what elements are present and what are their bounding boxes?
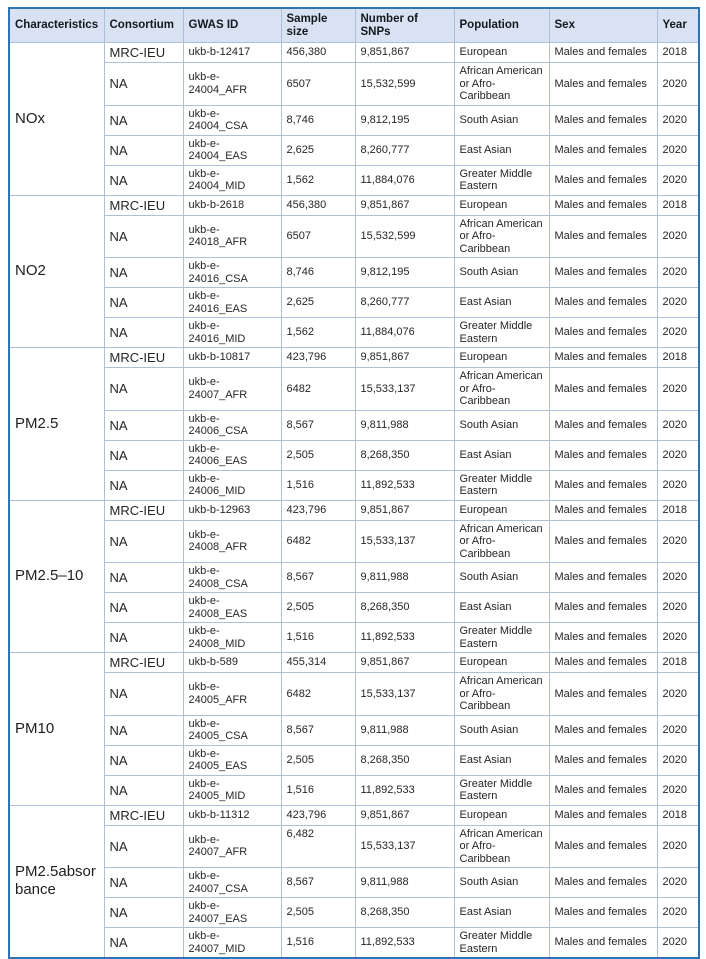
cell-year: 2020 xyxy=(657,165,699,195)
cell-year: 2020 xyxy=(657,135,699,165)
cell-consortium: NA xyxy=(104,673,183,716)
column-header-sex: Sex xyxy=(549,8,657,43)
cell-year: 2020 xyxy=(657,105,699,135)
column-header-consortium: Consortium xyxy=(104,8,183,43)
cell-population: European xyxy=(454,348,549,368)
cell-year: 2020 xyxy=(657,898,699,928)
cell-population: South Asian xyxy=(454,563,549,593)
table-row xyxy=(9,63,699,106)
cell-consortium: NA xyxy=(104,368,183,411)
cell-population: South Asian xyxy=(454,868,549,898)
cell-year: 2020 xyxy=(657,563,699,593)
cell-num-snps: 11,892,533 xyxy=(355,775,454,805)
cell-num-snps: 15,533,137 xyxy=(355,368,454,411)
cell-sample-size: 2,505 xyxy=(281,745,355,775)
cell-year: 2020 xyxy=(657,258,699,288)
table-row xyxy=(9,470,699,500)
cell-sex: Males and females xyxy=(549,825,657,868)
cell-population: East Asian xyxy=(454,288,549,318)
cell-sex: Males and females xyxy=(549,135,657,165)
cell-year: 2020 xyxy=(657,745,699,775)
cell-population: African American or Afro-Caribbean xyxy=(454,825,549,868)
cell-year: 2020 xyxy=(657,318,699,348)
table-row xyxy=(9,105,699,135)
cell-sex: Males and females xyxy=(549,868,657,898)
cell-year: 2018 xyxy=(657,805,699,825)
table-row xyxy=(9,623,699,653)
cell-num-snps: 11,884,076 xyxy=(355,165,454,195)
cell-num-snps: 8,260,777 xyxy=(355,135,454,165)
cell-sample-size: 6482 xyxy=(281,520,355,563)
cell-num-snps: 9,851,867 xyxy=(355,43,454,63)
cell-sample-size: 8,567 xyxy=(281,868,355,898)
cell-gwas-id: ukb-b-2618 xyxy=(183,195,281,215)
column-header-sample-size: Sample size xyxy=(281,8,355,43)
cell-year: 2020 xyxy=(657,868,699,898)
cell-consortium: MRC-IEU xyxy=(104,653,183,673)
cell-sample-size: 423,796 xyxy=(281,805,355,825)
cell-num-snps: 8,268,350 xyxy=(355,440,454,470)
column-header-characteristics: Characteristics xyxy=(9,8,104,43)
column-header-number-of-snps: Number of SNPs xyxy=(355,8,454,43)
cell-year: 2020 xyxy=(657,470,699,500)
cell-gwas-id: ukb-e-24007_EAS xyxy=(183,898,281,928)
cell-consortium: NA xyxy=(104,135,183,165)
cell-population: European xyxy=(454,500,549,520)
characteristic-cell: PM10 xyxy=(9,653,104,806)
cell-year: 2020 xyxy=(657,715,699,745)
table-row xyxy=(9,563,699,593)
cell-gwas-id: ukb-e-24006_EAS xyxy=(183,440,281,470)
cell-consortium: NA xyxy=(104,520,183,563)
table-row xyxy=(9,43,699,63)
cell-population: European xyxy=(454,653,549,673)
cell-sex: Males and females xyxy=(549,653,657,673)
table-row xyxy=(9,135,699,165)
cell-sample-size: 6507 xyxy=(281,63,355,106)
cell-sample-size: 1,516 xyxy=(281,470,355,500)
cell-sex: Males and females xyxy=(549,928,657,959)
cell-sample-size: 8,567 xyxy=(281,410,355,440)
cell-gwas-id: ukb-e-24016_MID xyxy=(183,318,281,348)
cell-sex: Males and females xyxy=(549,288,657,318)
header-row xyxy=(9,8,699,43)
cell-num-snps: 8,268,350 xyxy=(355,593,454,623)
cell-gwas-id: ukb-e-24007_AFR xyxy=(183,825,281,868)
cell-consortium: NA xyxy=(104,623,183,653)
cell-year: 2018 xyxy=(657,195,699,215)
cell-population: Greater Middle Eastern xyxy=(454,623,549,653)
cell-gwas-id: ukb-e-24006_MID xyxy=(183,470,281,500)
table-row xyxy=(9,745,699,775)
cell-num-snps: 15,533,137 xyxy=(355,673,454,716)
table-row xyxy=(9,775,699,805)
cell-year: 2020 xyxy=(657,673,699,716)
cell-gwas-id: ukb-e-24016_CSA xyxy=(183,258,281,288)
table-row xyxy=(9,673,699,716)
cell-consortium: MRC-IEU xyxy=(104,195,183,215)
cell-sample-size: 1,562 xyxy=(281,165,355,195)
table-row xyxy=(9,348,699,368)
cell-year: 2020 xyxy=(657,825,699,868)
cell-population: African American or Afro-Caribbean xyxy=(454,215,549,258)
cell-sex: Males and females xyxy=(549,623,657,653)
cell-sample-size: 423,796 xyxy=(281,500,355,520)
characteristic-cell: NO2 xyxy=(9,195,104,348)
cell-sex: Males and females xyxy=(549,500,657,520)
cell-sample-size: 456,380 xyxy=(281,195,355,215)
cell-num-snps: 15,532,599 xyxy=(355,215,454,258)
cell-num-snps: 15,533,137 xyxy=(355,520,454,563)
cell-sample-size: 2,505 xyxy=(281,440,355,470)
cell-gwas-id: ukb-b-10817 xyxy=(183,348,281,368)
table-row xyxy=(9,500,699,520)
cell-year: 2020 xyxy=(657,368,699,411)
cell-gwas-id: ukb-b-12417 xyxy=(183,43,281,63)
characteristic-cell: NOx xyxy=(9,43,104,196)
table-row xyxy=(9,368,699,411)
cell-num-snps: 9,812,195 xyxy=(355,105,454,135)
cell-population: Greater Middle Eastern xyxy=(454,470,549,500)
cell-consortium: NA xyxy=(104,470,183,500)
cell-num-snps: 9,811,988 xyxy=(355,410,454,440)
cell-consortium: NA xyxy=(104,563,183,593)
cell-year: 2020 xyxy=(657,410,699,440)
cell-consortium: MRC-IEU xyxy=(104,348,183,368)
cell-sex: Males and females xyxy=(549,258,657,288)
cell-sample-size: 6482 xyxy=(281,673,355,716)
cell-year: 2020 xyxy=(657,63,699,106)
cell-gwas-id: ukb-e-24005_EAS xyxy=(183,745,281,775)
cell-sex: Males and females xyxy=(549,410,657,440)
cell-sex: Males and females xyxy=(549,673,657,716)
cell-num-snps: 11,884,076 xyxy=(355,318,454,348)
table-row xyxy=(9,288,699,318)
cell-sample-size: 1,516 xyxy=(281,775,355,805)
cell-year: 2020 xyxy=(657,593,699,623)
cell-population: East Asian xyxy=(454,135,549,165)
cell-population: East Asian xyxy=(454,593,549,623)
cell-sex: Males and females xyxy=(549,593,657,623)
table-row xyxy=(9,805,699,825)
cell-sample-size: 6,482 xyxy=(281,825,355,868)
cell-year: 2020 xyxy=(657,288,699,318)
cell-year: 2020 xyxy=(657,623,699,653)
cell-gwas-id: ukb-e-24008_AFR xyxy=(183,520,281,563)
cell-sex: Males and females xyxy=(549,805,657,825)
cell-gwas-id: ukb-e-24007_MID xyxy=(183,928,281,959)
table-header xyxy=(9,8,699,43)
cell-consortium: NA xyxy=(104,63,183,106)
column-header-gwas-id: GWAS ID xyxy=(183,8,281,43)
cell-num-snps: 9,851,867 xyxy=(355,348,454,368)
cell-num-snps: 9,811,988 xyxy=(355,868,454,898)
table-row xyxy=(9,258,699,288)
cell-sample-size: 8,567 xyxy=(281,715,355,745)
cell-num-snps: 8,260,777 xyxy=(355,288,454,318)
cell-consortium: NA xyxy=(104,928,183,959)
cell-consortium: NA xyxy=(104,825,183,868)
cell-sex: Males and females xyxy=(549,898,657,928)
cell-year: 2018 xyxy=(657,43,699,63)
cell-num-snps: 9,851,867 xyxy=(355,805,454,825)
table-row xyxy=(9,520,699,563)
cell-gwas-id: ukb-e-24005_AFR xyxy=(183,673,281,716)
cell-num-snps: 9,811,988 xyxy=(355,563,454,593)
cell-sample-size: 8,567 xyxy=(281,563,355,593)
cell-sex: Males and females xyxy=(549,440,657,470)
cell-consortium: NA xyxy=(104,215,183,258)
table-body xyxy=(9,43,699,959)
cell-year: 2020 xyxy=(657,775,699,805)
cell-population: European xyxy=(454,43,549,63)
cell-consortium: NA xyxy=(104,593,183,623)
characteristic-cell: PM2.5absorbance xyxy=(9,805,104,958)
cell-sex: Males and females xyxy=(549,563,657,593)
cell-sample-size: 8,746 xyxy=(281,258,355,288)
cell-sex: Males and females xyxy=(549,348,657,368)
cell-gwas-id: ukb-e-24018_AFR xyxy=(183,215,281,258)
cell-sample-size: 1,516 xyxy=(281,623,355,653)
cell-sample-size: 2,505 xyxy=(281,898,355,928)
cell-sex: Males and females xyxy=(549,775,657,805)
cell-sample-size: 1,562 xyxy=(281,318,355,348)
cell-gwas-id: ukb-e-24008_CSA xyxy=(183,563,281,593)
cell-sample-size: 2,625 xyxy=(281,135,355,165)
cell-num-snps: 15,533,137 xyxy=(355,825,454,868)
cell-gwas-id: ukb-e-24004_MID xyxy=(183,165,281,195)
cell-population: Greater Middle Eastern xyxy=(454,928,549,959)
cell-consortium: NA xyxy=(104,715,183,745)
table-row xyxy=(9,215,699,258)
cell-consortium: NA xyxy=(104,318,183,348)
cell-year: 2020 xyxy=(657,520,699,563)
cell-year: 2020 xyxy=(657,215,699,258)
cell-num-snps: 11,892,533 xyxy=(355,470,454,500)
cell-num-snps: 9,851,867 xyxy=(355,500,454,520)
cell-gwas-id: ukb-e-24016_EAS xyxy=(183,288,281,318)
cell-population: Greater Middle Eastern xyxy=(454,775,549,805)
table-row xyxy=(9,868,699,898)
cell-num-snps: 8,268,350 xyxy=(355,745,454,775)
table-row xyxy=(9,165,699,195)
cell-population: European xyxy=(454,805,549,825)
cell-gwas-id: ukb-e-24005_CSA xyxy=(183,715,281,745)
cell-sample-size: 6482 xyxy=(281,368,355,411)
table-row xyxy=(9,825,699,868)
cell-gwas-id: ukb-e-24008_MID xyxy=(183,623,281,653)
cell-sample-size: 455,314 xyxy=(281,653,355,673)
cell-year: 2020 xyxy=(657,440,699,470)
cell-sex: Males and females xyxy=(549,105,657,135)
cell-population: South Asian xyxy=(454,105,549,135)
cell-sex: Males and females xyxy=(549,470,657,500)
cell-gwas-id: ukb-e-24004_CSA xyxy=(183,105,281,135)
cell-gwas-id: ukb-e-24007_AFR xyxy=(183,368,281,411)
cell-gwas-id: ukb-e-24004_AFR xyxy=(183,63,281,106)
cell-sample-size: 2,625 xyxy=(281,288,355,318)
cell-gwas-id: ukb-b-12963 xyxy=(183,500,281,520)
table-row xyxy=(9,653,699,673)
cell-sex: Males and females xyxy=(549,195,657,215)
cell-gwas-id: ukb-b-11312 xyxy=(183,805,281,825)
cell-gwas-id: ukb-e-24004_EAS xyxy=(183,135,281,165)
cell-sex: Males and females xyxy=(549,520,657,563)
cell-consortium: MRC-IEU xyxy=(104,43,183,63)
cell-sex: Males and females xyxy=(549,165,657,195)
cell-population: European xyxy=(454,195,549,215)
cell-sex: Males and females xyxy=(549,745,657,775)
cell-consortium: MRC-IEU xyxy=(104,500,183,520)
cell-population: East Asian xyxy=(454,898,549,928)
cell-num-snps: 9,811,988 xyxy=(355,715,454,745)
cell-num-snps: 9,851,867 xyxy=(355,195,454,215)
characteristic-cell: PM2.5–10 xyxy=(9,500,104,653)
table-row xyxy=(9,318,699,348)
cell-num-snps: 15,532,599 xyxy=(355,63,454,106)
cell-consortium: NA xyxy=(104,165,183,195)
cell-consortium: NA xyxy=(104,868,183,898)
cell-consortium: NA xyxy=(104,258,183,288)
table-row xyxy=(9,410,699,440)
table-row xyxy=(9,898,699,928)
cell-gwas-id: ukb-e-24007_CSA xyxy=(183,868,281,898)
cell-sex: Males and females xyxy=(549,368,657,411)
cell-population: South Asian xyxy=(454,258,549,288)
cell-num-snps: 11,892,533 xyxy=(355,928,454,959)
cell-num-snps: 8,268,350 xyxy=(355,898,454,928)
cell-population: South Asian xyxy=(454,715,549,745)
cell-population: African American or Afro-Caribbean xyxy=(454,520,549,563)
cell-population: African American or Afro-Caribbean xyxy=(454,368,549,411)
cell-year: 2018 xyxy=(657,653,699,673)
cell-num-snps: 11,892,533 xyxy=(355,623,454,653)
cell-sample-size: 6507 xyxy=(281,215,355,258)
cell-num-snps: 9,851,867 xyxy=(355,653,454,673)
cell-consortium: NA xyxy=(104,775,183,805)
gwas-characteristics-table xyxy=(8,7,700,959)
cell-sex: Males and females xyxy=(549,318,657,348)
cell-population: South Asian xyxy=(454,410,549,440)
cell-gwas-id: ukb-b-589 xyxy=(183,653,281,673)
table-row xyxy=(9,440,699,470)
table-row xyxy=(9,715,699,745)
cell-sample-size: 8,746 xyxy=(281,105,355,135)
characteristic-cell: PM2.5 xyxy=(9,348,104,501)
cell-consortium: NA xyxy=(104,288,183,318)
column-header-year: Year xyxy=(657,8,699,43)
table-row xyxy=(9,928,699,959)
cell-gwas-id: ukb-e-24008_EAS xyxy=(183,593,281,623)
cell-gwas-id: ukb-e-24005_MID xyxy=(183,775,281,805)
cell-population: African American or Afro-Caribbean xyxy=(454,63,549,106)
cell-sample-size: 423,796 xyxy=(281,348,355,368)
cell-population: Greater Middle Eastern xyxy=(454,165,549,195)
cell-sex: Males and females xyxy=(549,63,657,106)
cell-population: East Asian xyxy=(454,440,549,470)
cell-consortium: MRC-IEU xyxy=(104,805,183,825)
column-header-population: Population xyxy=(454,8,549,43)
cell-num-snps: 9,812,195 xyxy=(355,258,454,288)
cell-sample-size: 2,505 xyxy=(281,593,355,623)
cell-year: 2018 xyxy=(657,500,699,520)
cell-population: East Asian xyxy=(454,745,549,775)
cell-consortium: NA xyxy=(104,898,183,928)
cell-year: 2020 xyxy=(657,928,699,959)
cell-sex: Males and females xyxy=(549,215,657,258)
cell-sample-size: 456,380 xyxy=(281,43,355,63)
cell-consortium: NA xyxy=(104,745,183,775)
cell-sex: Males and females xyxy=(549,715,657,745)
cell-sample-size: 1,516 xyxy=(281,928,355,959)
table-row xyxy=(9,593,699,623)
cell-sex: Males and females xyxy=(549,43,657,63)
cell-consortium: NA xyxy=(104,440,183,470)
table-row xyxy=(9,195,699,215)
cell-consortium: NA xyxy=(104,105,183,135)
cell-gwas-id: ukb-e-24006_CSA xyxy=(183,410,281,440)
cell-year: 2018 xyxy=(657,348,699,368)
cell-population: Greater Middle Eastern xyxy=(454,318,549,348)
cell-consortium: NA xyxy=(104,410,183,440)
cell-population: African American or Afro-Caribbean xyxy=(454,673,549,716)
